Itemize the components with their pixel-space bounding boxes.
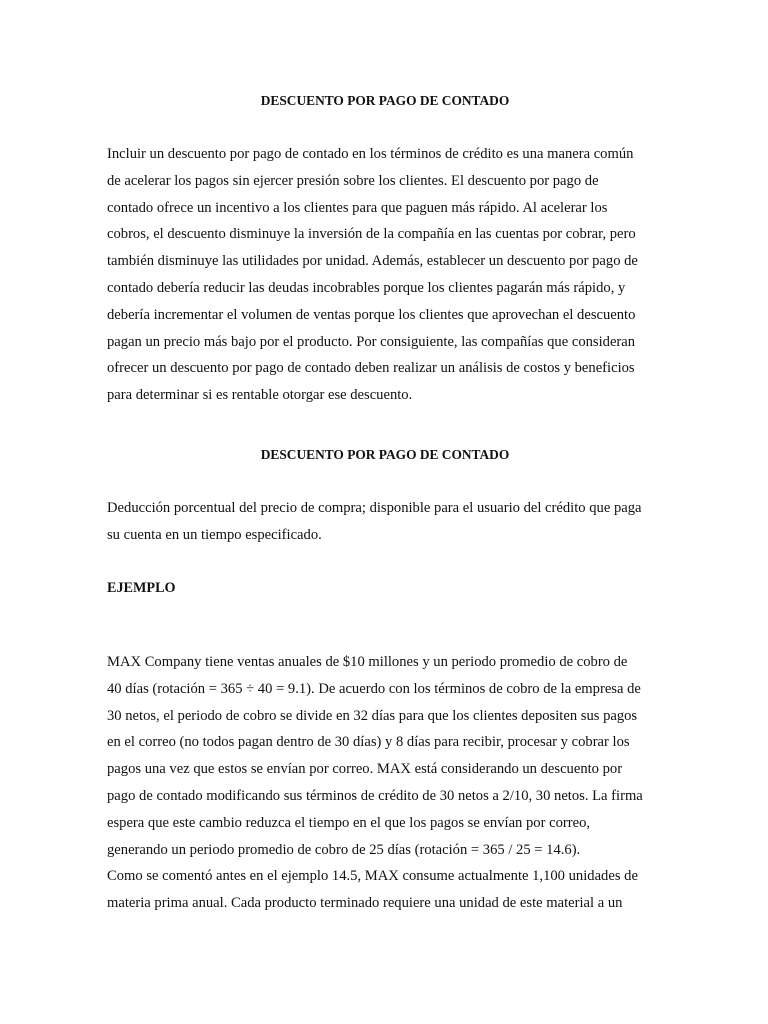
example-heading: EJEMPLO — [107, 580, 176, 596]
text-line: Como se comentó antes en el ejemplo 14.5, MAX consume actualmente 1,100 unidades de — [107, 868, 638, 885]
text-line: contado ofrece un incentivo a los clientes para que paguen más rápido. Al acelerar los — [107, 199, 608, 216]
text-line: pago de contado modificando sus términos de crédito de 30 netos a 2/10, 30 netos. La firma — [107, 787, 643, 804]
text-line: 40 días (rotación = 365 ÷ 40 = 9.1). De acuerdo con los términos de cobro de la empresa de — [107, 680, 641, 697]
text-line: pagos una vez que estos se envían por correo. MAX está considerando un descuento por — [107, 761, 623, 778]
text-line: pagan un precio más bajo por el producto. Por consiguiente, las compañías que consideran — [107, 333, 636, 350]
section-1-heading: DESCUENTO POR PAGO DE CONTADO — [260, 93, 510, 108]
text-line: espera que este cambio reduzca el tiempo en el que los pagos se envían por correo, — [107, 814, 591, 831]
text-line: materia prima anual. Cada producto terminado requiere una unidad de este material a un — [107, 895, 623, 912]
text-line: Incluir un descuento por pago de contado en los términos de crédito es una manera común — [107, 146, 634, 162]
text-line: contado debería reducir las deudas incobrables porque los clientes pagarán más rápido, y — [107, 279, 626, 296]
text-line: 30 netos, el periodo de cobro se divide en 32 días para que los clientes depositen sus pagos — [107, 707, 638, 724]
example-paragraph — [107, 649, 663, 917]
text-line: MAX Company tiene ventas anuales de $10 millones y un periodo promedio de cobro de — [107, 654, 628, 670]
text-line: cobros, el descuento disminuye la inversión de la compañía en las cuentas por cobrar, pero — [107, 226, 636, 243]
text-line: ofrecer un descuento por pago de contado deben realizar un análisis de costos y beneficios — [107, 360, 635, 377]
text-line: generando un periodo promedio de cobro de 25 días (rotación = 365 / 25 = 14.6). — [107, 841, 581, 858]
text-line: debería incrementar el volumen de ventas porque los clientes que aprovechan el descuento — [107, 306, 636, 323]
section-2-paragraph — [107, 495, 663, 549]
text-line: en el correo (no todos pagan dentro de 30 días) y 8 días para recibir, procesar y cobrar los — [107, 734, 630, 751]
text-line: de acelerar los pagos sin ejercer presión sobre los clientes. El descuento por pago de — [107, 172, 599, 189]
text-line: también disminuye las utilidades por unidad. Además, establecer un descuento por pago de — [107, 253, 638, 270]
text-line: para determinar si es rentable otorgar ese descuento. — [107, 387, 413, 404]
text-line: Deducción porcentual del precio de compra; disponible para el usuario del crédito que paga — [107, 500, 642, 516]
text-line: su cuenta en un tiempo especificado. — [107, 526, 322, 543]
section-1-paragraph — [107, 141, 663, 409]
section-2-heading: DESCUENTO POR PAGO DE CONTADO — [260, 447, 510, 462]
